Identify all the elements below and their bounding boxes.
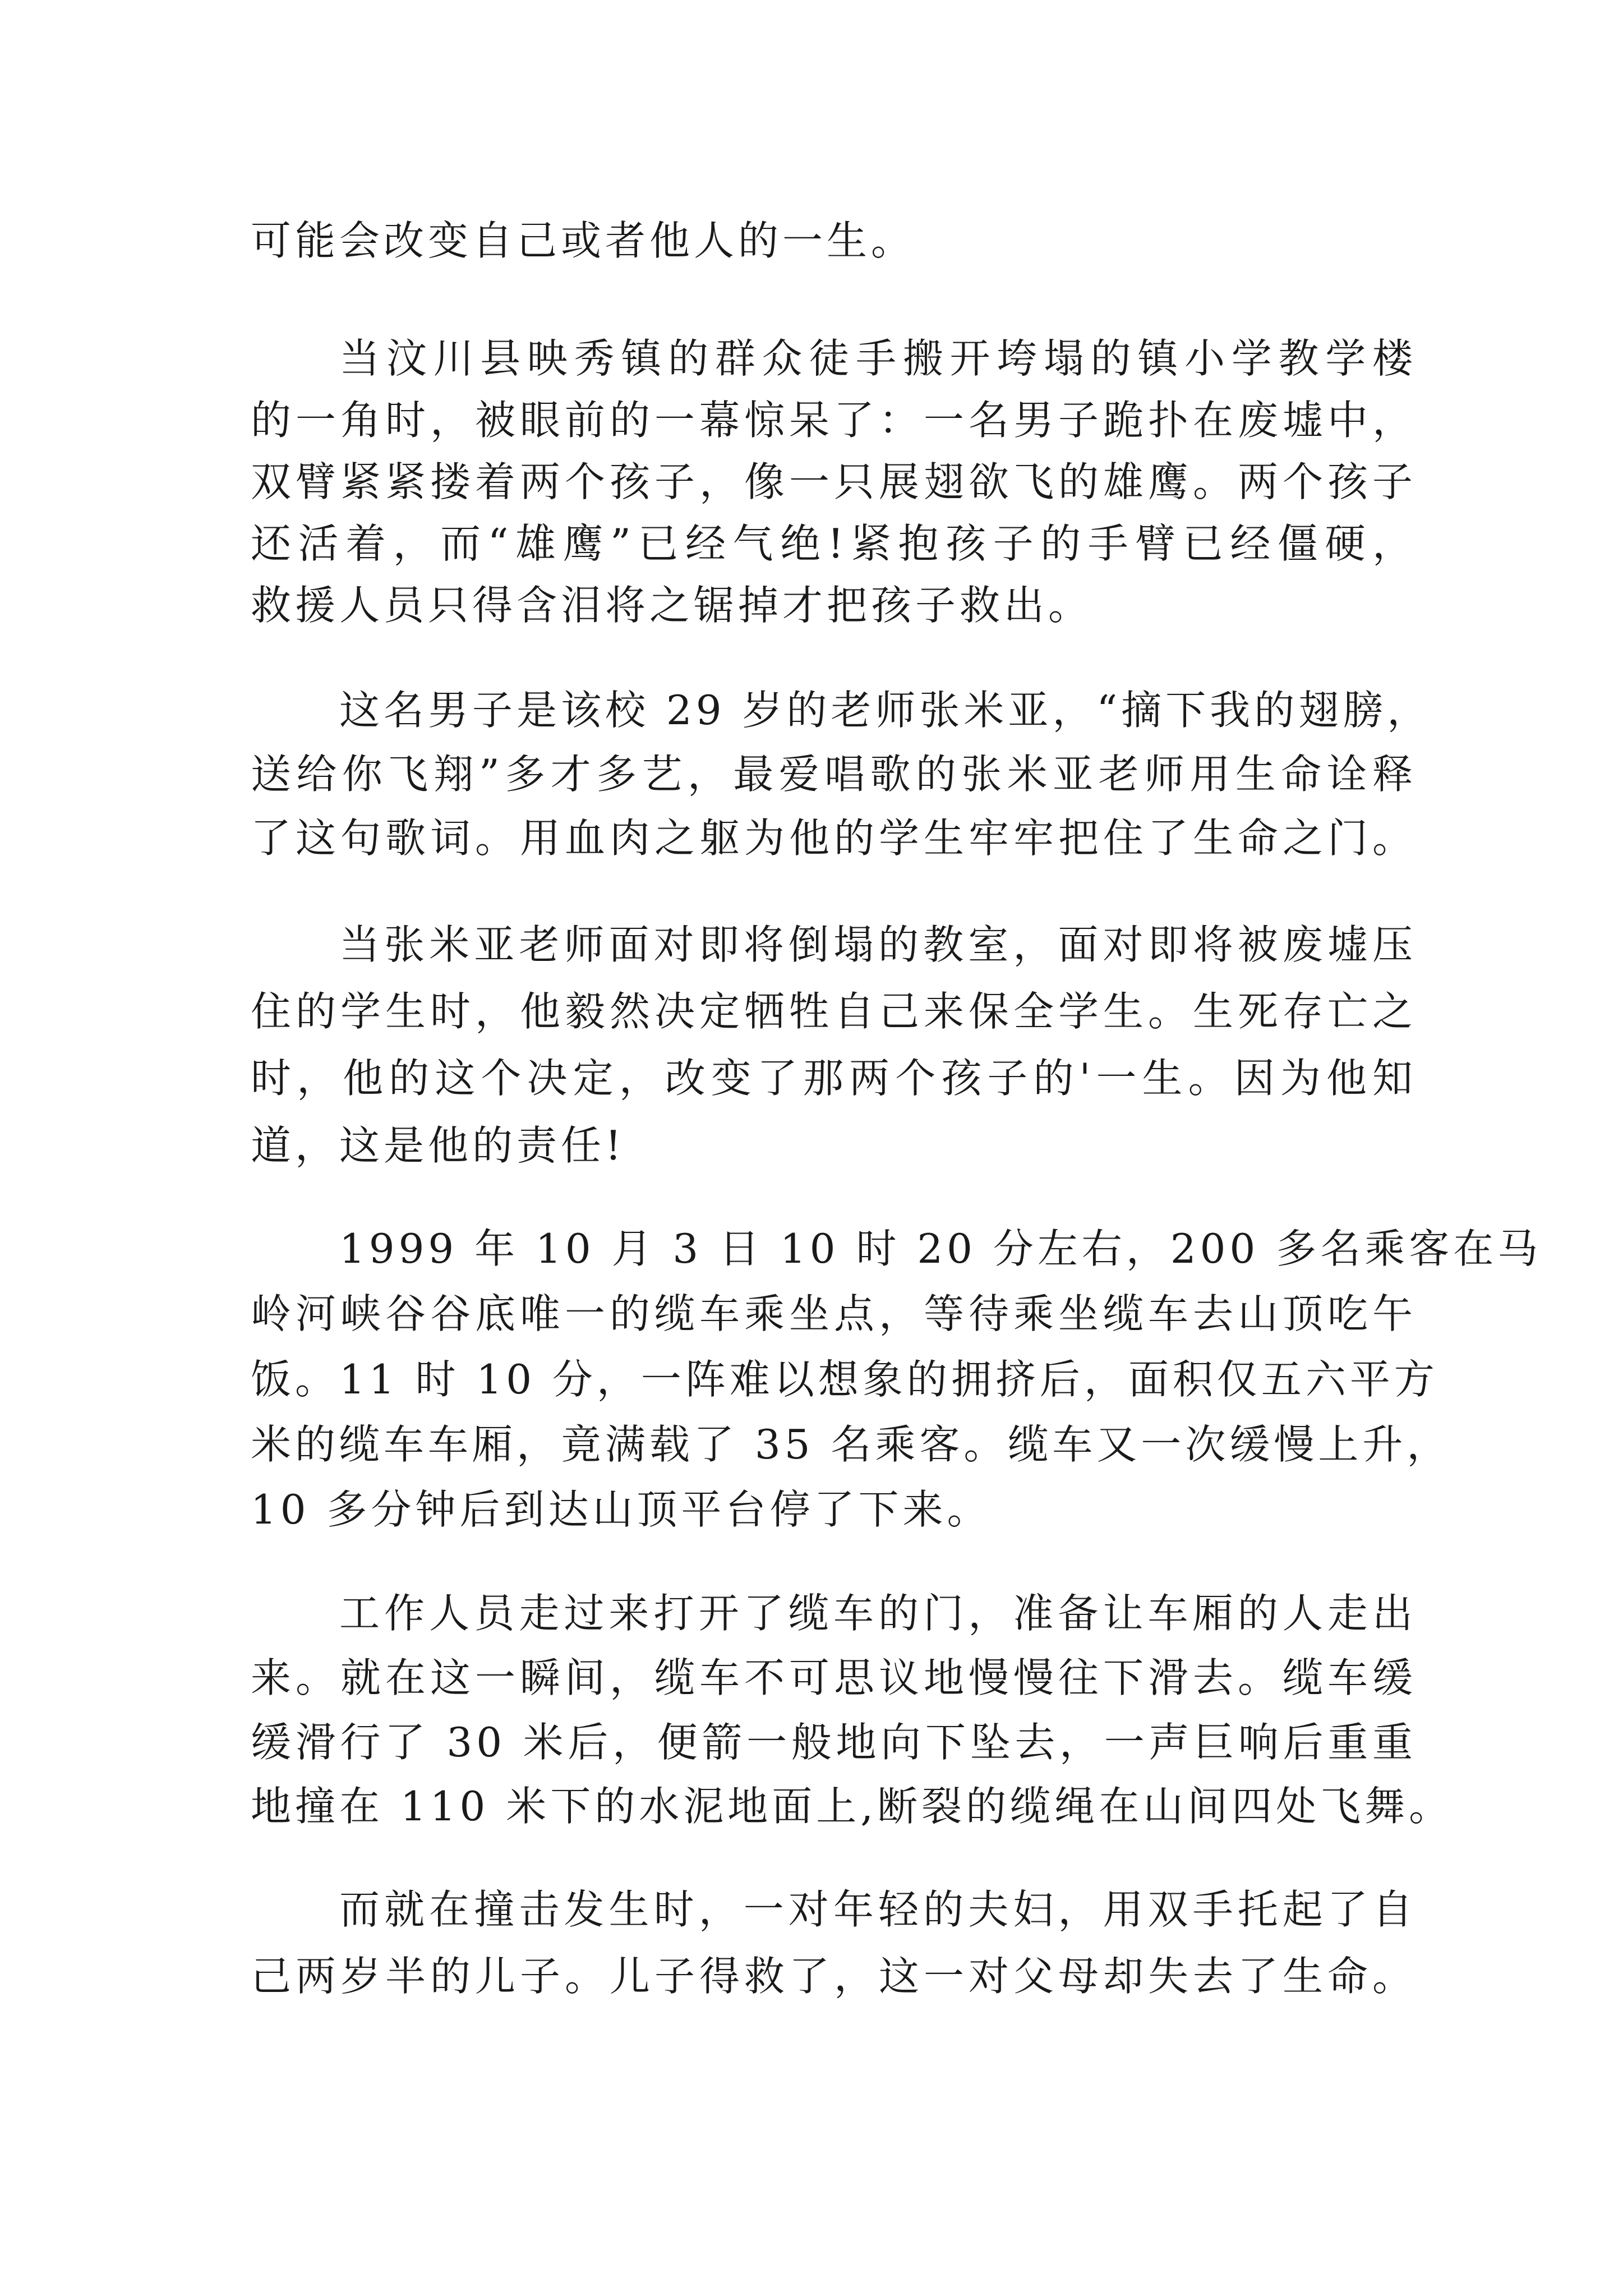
text-line: 己两岁半的儿子。儿子得救了，这一对父母却失去了生命。	[251, 1953, 1417, 2000]
text-line: 还活着，而“雄鹰”已经气绝!紧抱孩子的手臂已经僵硬，	[251, 520, 1417, 567]
text-line: 道，这是他的责任!	[251, 1122, 625, 1169]
text-line: 米的缆车车厢，竟满载了 35 名乘客。缆车又一次缓慢上升，	[251, 1421, 1451, 1468]
text-line: 救援人员只得含泪将之锯掉才把孩子救出。	[251, 582, 1093, 629]
text-line: 这名男子是该校 29 岁的老师张米亚，“摘下我的翅膀，	[339, 687, 1432, 734]
text-line: 送给你飞翔”多才多艺，最爱唱歌的张米亚老师用生命诠释	[251, 751, 1417, 798]
text-line: 当张米亚老师面对即将倒塌的教室，面对即将被废墟压	[339, 921, 1417, 968]
text-line: 饭。11 时 10 分，一阵难以想象的拥挤后，面积仅五六平方	[251, 1356, 1438, 1403]
text-line: 地撞在 110 米下的水泥地面上,断裂的缆绳在山间四处飞舞。	[251, 1783, 1454, 1830]
text-line: 而就在撞击发生时，一对年轻的夫妇，用双手托起了自	[339, 1886, 1417, 1933]
text-line: 1999 年 10 月 3 日 10 时 20 分左右，200 多名乘客在马	[339, 1225, 1542, 1272]
text-line: 时，他的这个决定，改变了那两个孩子的'一生。因为他知	[251, 1055, 1417, 1102]
text-line: 可能会改变自己或者他人的一生。	[251, 217, 916, 264]
text-line: 岭河峡谷谷底唯一的缆车乘坐点，等待乘坐缆车去山顶吃午	[251, 1290, 1417, 1337]
text-line: 缓滑行了 30 米后，便箭一般地向下坠去，一声巨响后重重	[251, 1719, 1417, 1766]
text-line: 工作人员走过来打开了缆车的门，准备让车厢的人走出	[339, 1590, 1417, 1637]
text-line: 来。就在这一瞬间，缆车不可思议地慢慢往下滑去。缆车缓	[251, 1654, 1417, 1701]
text-line: 了这句歌词。用血肉之躯为他的学生牢牢把住了生命之门。	[251, 815, 1417, 862]
text-line: 双臂紧紧搂着两个孩子，像一只展翅欲飞的雄鹰。两个孩子	[251, 458, 1417, 505]
text-line: 当汶川县映秀镇的群众徒手搬开垮塌的镇小学教学楼	[339, 335, 1417, 382]
text-line: 住的学生时，他毅然决定牺牲自己来保全学生。生死存亡之	[251, 988, 1417, 1035]
text-line: 10 多分钟后到达山顶平台停了下来。	[251, 1486, 992, 1533]
text-line: 的一角时，被眼前的一幕惊呆了：一名男子跪扑在废墟中，	[251, 397, 1417, 444]
